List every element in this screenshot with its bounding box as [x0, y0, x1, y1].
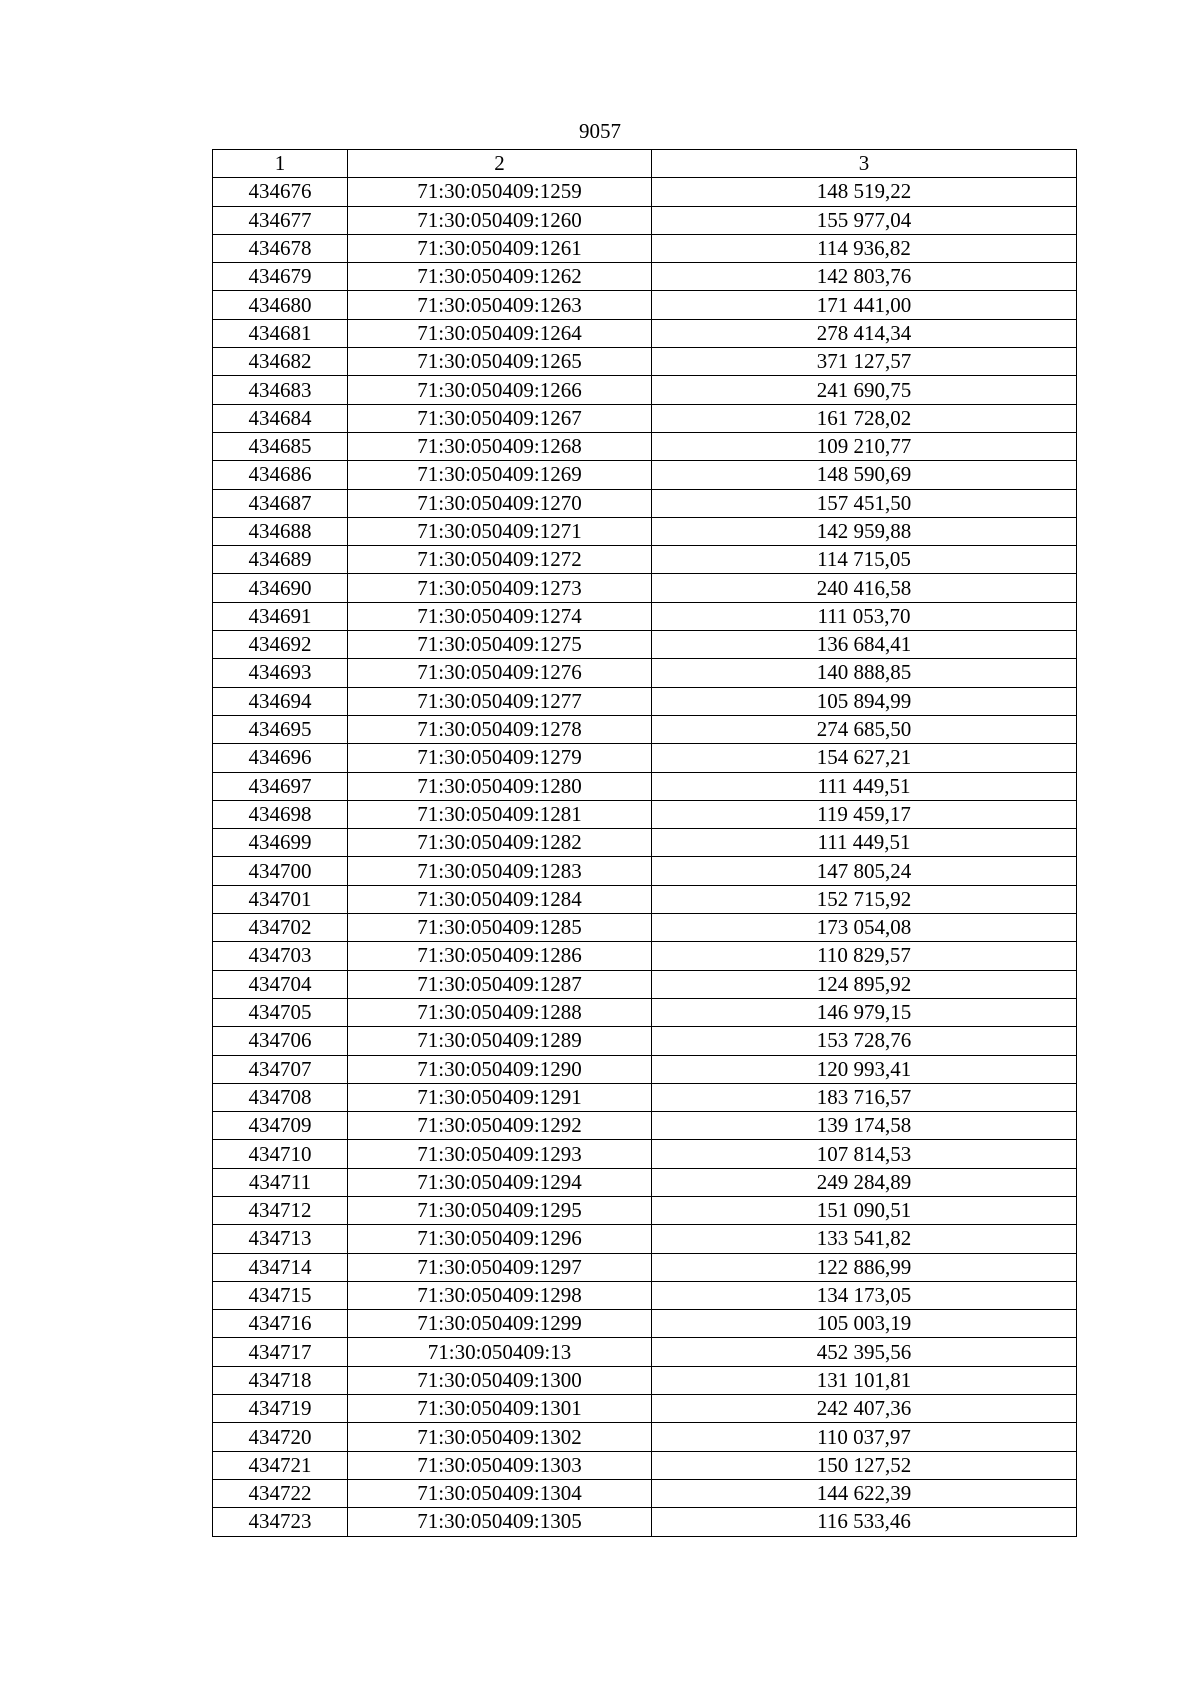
value-cell: 111 053,70 [652, 602, 1077, 630]
table-row [213, 715, 1077, 743]
table-row [213, 1310, 1077, 1338]
value-cell: 150 127,52 [652, 1451, 1077, 1479]
cadastral-number-cell: 71:30:050409:1291 [348, 1083, 652, 1111]
value-cell: 241 690,75 [652, 376, 1077, 404]
table-row [213, 772, 1077, 800]
table-row [213, 1112, 1077, 1140]
cadastral-number-cell: 71:30:050409:1293 [348, 1140, 652, 1168]
table-row [213, 829, 1077, 857]
value-cell: 134 173,05 [652, 1281, 1077, 1309]
value-cell: 148 590,69 [652, 461, 1077, 489]
value-cell: 148 519,22 [652, 178, 1077, 206]
cadastral-number-cell: 71:30:050409:1261 [348, 234, 652, 262]
cadastral-number-cell: 71:30:050409:1284 [348, 885, 652, 913]
table-row [213, 1196, 1077, 1224]
row-number-cell: 434699 [213, 829, 348, 857]
row-number-cell: 434701 [213, 885, 348, 913]
value-cell: 110 829,57 [652, 942, 1077, 970]
row-number-cell: 434709 [213, 1112, 348, 1140]
row-number-cell: 434716 [213, 1310, 348, 1338]
row-number-cell: 434718 [213, 1366, 348, 1394]
table-row [213, 998, 1077, 1026]
table-row [213, 800, 1077, 828]
value-cell: 124 895,92 [652, 970, 1077, 998]
cadastral-number-cell: 71:30:050409:1288 [348, 998, 652, 1026]
row-number-cell: 434684 [213, 404, 348, 432]
cadastral-number-cell: 71:30:050409:1301 [348, 1395, 652, 1423]
table-row [213, 970, 1077, 998]
table-row [213, 1395, 1077, 1423]
table-row [213, 1338, 1077, 1366]
cadastral-number-cell: 71:30:050409:1294 [348, 1168, 652, 1196]
table-row [213, 914, 1077, 942]
table-row [213, 1055, 1077, 1083]
cadastral-number-cell: 71:30:050409:1300 [348, 1366, 652, 1394]
value-cell: 154 627,21 [652, 744, 1077, 772]
value-cell: 114 715,05 [652, 546, 1077, 574]
value-cell: 107 814,53 [652, 1140, 1077, 1168]
table-row [213, 574, 1077, 602]
cadastral-number-cell: 71:30:050409:1276 [348, 659, 652, 687]
value-cell: 153 728,76 [652, 1027, 1077, 1055]
cadastral-number-cell: 71:30:050409:1262 [348, 263, 652, 291]
cadastral-number-cell: 71:30:050409:1275 [348, 631, 652, 659]
row-number-cell: 434682 [213, 348, 348, 376]
value-cell: 240 416,58 [652, 574, 1077, 602]
cadastral-number-cell: 71:30:050409:1259 [348, 178, 652, 206]
table-row [213, 348, 1077, 376]
value-cell: 105 894,99 [652, 687, 1077, 715]
row-number-cell: 434690 [213, 574, 348, 602]
value-cell: 120 993,41 [652, 1055, 1077, 1083]
cadastral-number-cell: 71:30:050409:1266 [348, 376, 652, 404]
value-cell: 274 685,50 [652, 715, 1077, 743]
page-number: 9057 [579, 119, 621, 143]
row-number-cell: 434694 [213, 687, 348, 715]
table-row [213, 1281, 1077, 1309]
table-row [213, 489, 1077, 517]
cadastral-number-cell: 71:30:050409:1298 [348, 1281, 652, 1309]
value-cell: 157 451,50 [652, 489, 1077, 517]
cadastral-number-cell: 71:30:050409:1289 [348, 1027, 652, 1055]
table-row [213, 432, 1077, 460]
table-row [213, 659, 1077, 687]
value-cell: 161 728,02 [652, 404, 1077, 432]
cadastral-number-cell: 71:30:050409:1304 [348, 1479, 652, 1507]
table-row [213, 1366, 1077, 1394]
cadastral-number-cell: 71:30:050409:1281 [348, 800, 652, 828]
value-cell: 151 090,51 [652, 1196, 1077, 1224]
value-cell: 110 037,97 [652, 1423, 1077, 1451]
table-row [213, 404, 1077, 432]
table-row [213, 178, 1077, 206]
row-number-cell: 434676 [213, 178, 348, 206]
value-cell: 139 174,58 [652, 1112, 1077, 1140]
cadastral-number-cell: 71:30:050409:1292 [348, 1112, 652, 1140]
table-row [213, 263, 1077, 291]
cadastral-number-cell: 71:30:050409:1297 [348, 1253, 652, 1281]
row-number-cell: 434715 [213, 1281, 348, 1309]
cadastral-number-cell: 71:30:050409:1265 [348, 348, 652, 376]
value-cell: 183 716,57 [652, 1083, 1077, 1111]
cadastral-number-cell: 71:30:050409:1260 [348, 206, 652, 234]
cadastral-number-cell: 71:30:050409:1287 [348, 970, 652, 998]
value-cell: 152 715,92 [652, 885, 1077, 913]
cadastral-number-cell: 71:30:050409:1286 [348, 942, 652, 970]
value-cell: 371 127,57 [652, 348, 1077, 376]
row-number-cell: 434683 [213, 376, 348, 404]
cadastral-number-cell: 71:30:050409:1299 [348, 1310, 652, 1338]
table-row [213, 546, 1077, 574]
row-number-cell: 434677 [213, 206, 348, 234]
cadastral-number-cell: 71:30:050409:1269 [348, 461, 652, 489]
value-cell: 249 284,89 [652, 1168, 1077, 1196]
column-header: 3 [652, 150, 1077, 178]
value-cell: 119 459,17 [652, 800, 1077, 828]
value-cell: 171 441,00 [652, 291, 1077, 319]
table-row [213, 857, 1077, 885]
cadastral-number-cell: 71:30:050409:1305 [348, 1508, 652, 1536]
value-cell: 136 684,41 [652, 631, 1077, 659]
table-row [213, 461, 1077, 489]
value-cell: 278 414,34 [652, 319, 1077, 347]
value-cell: 109 210,77 [652, 432, 1077, 460]
table-row [213, 885, 1077, 913]
row-number-cell: 434693 [213, 659, 348, 687]
cadastral-number-cell: 71:30:050409:1282 [348, 829, 652, 857]
table-row [213, 376, 1077, 404]
data-table [212, 149, 1077, 1537]
row-number-cell: 434698 [213, 800, 348, 828]
row-number-cell: 434722 [213, 1479, 348, 1507]
row-number-cell: 434706 [213, 1027, 348, 1055]
value-cell: 147 805,24 [652, 857, 1077, 885]
value-cell: 111 449,51 [652, 829, 1077, 857]
table-row [213, 1451, 1077, 1479]
value-cell: 114 936,82 [652, 234, 1077, 262]
row-number-cell: 434679 [213, 263, 348, 291]
table-row [213, 1225, 1077, 1253]
row-number-cell: 434714 [213, 1253, 348, 1281]
table-row [213, 319, 1077, 347]
cadastral-number-cell: 71:30:050409:1267 [348, 404, 652, 432]
row-number-cell: 434720 [213, 1423, 348, 1451]
value-cell: 142 959,88 [652, 517, 1077, 545]
value-cell: 242 407,36 [652, 1395, 1077, 1423]
row-number-cell: 434685 [213, 432, 348, 460]
row-number-cell: 434705 [213, 998, 348, 1026]
cadastral-number-cell: 71:30:050409:1263 [348, 291, 652, 319]
value-cell: 116 533,46 [652, 1508, 1077, 1536]
row-number-cell: 434689 [213, 546, 348, 574]
table-body [213, 150, 1077, 1537]
table-row [213, 206, 1077, 234]
table-row [213, 1508, 1077, 1536]
row-number-cell: 434710 [213, 1140, 348, 1168]
row-number-cell: 434697 [213, 772, 348, 800]
cadastral-number-cell: 71:30:050409:1274 [348, 602, 652, 630]
row-number-cell: 434700 [213, 857, 348, 885]
value-cell: 105 003,19 [652, 1310, 1077, 1338]
row-number-cell: 434686 [213, 461, 348, 489]
row-number-cell: 434721 [213, 1451, 348, 1479]
column-header: 1 [213, 150, 348, 178]
value-cell: 122 886,99 [652, 1253, 1077, 1281]
row-number-cell: 434713 [213, 1225, 348, 1253]
row-number-cell: 434687 [213, 489, 348, 517]
row-number-cell: 434688 [213, 517, 348, 545]
cadastral-number-cell: 71:30:050409:13 [348, 1338, 652, 1366]
cadastral-number-cell: 71:30:050409:1270 [348, 489, 652, 517]
table-row [213, 687, 1077, 715]
row-number-cell: 434704 [213, 970, 348, 998]
value-cell: 155 977,04 [652, 206, 1077, 234]
row-number-cell: 434712 [213, 1196, 348, 1224]
table-row [213, 1479, 1077, 1507]
cadastral-number-cell: 71:30:050409:1302 [348, 1423, 652, 1451]
row-number-cell: 434702 [213, 914, 348, 942]
table-header-row [213, 150, 1077, 178]
row-number-cell: 434723 [213, 1508, 348, 1536]
value-cell: 111 449,51 [652, 772, 1077, 800]
table-row [213, 1140, 1077, 1168]
cadastral-number-cell: 71:30:050409:1285 [348, 914, 652, 942]
row-number-cell: 434708 [213, 1083, 348, 1111]
cadastral-number-cell: 71:30:050409:1290 [348, 1055, 652, 1083]
value-cell: 452 395,56 [652, 1338, 1077, 1366]
table-row [213, 602, 1077, 630]
row-number-cell: 434711 [213, 1168, 348, 1196]
table-row [213, 234, 1077, 262]
table-row [213, 631, 1077, 659]
row-number-cell: 434692 [213, 631, 348, 659]
cadastral-number-cell: 71:30:050409:1283 [348, 857, 652, 885]
row-number-cell: 434695 [213, 715, 348, 743]
table-row [213, 1253, 1077, 1281]
value-cell: 140 888,85 [652, 659, 1077, 687]
row-number-cell: 434717 [213, 1338, 348, 1366]
row-number-cell: 434680 [213, 291, 348, 319]
value-cell: 173 054,08 [652, 914, 1077, 942]
value-cell: 133 541,82 [652, 1225, 1077, 1253]
row-number-cell: 434678 [213, 234, 348, 262]
cadastral-number-cell: 71:30:050409:1264 [348, 319, 652, 347]
table-row [213, 291, 1077, 319]
table-row [213, 1168, 1077, 1196]
value-cell: 144 622,39 [652, 1479, 1077, 1507]
cadastral-number-cell: 71:30:050409:1280 [348, 772, 652, 800]
cadastral-number-cell: 71:30:050409:1271 [348, 517, 652, 545]
cadastral-number-cell: 71:30:050409:1273 [348, 574, 652, 602]
row-number-cell: 434681 [213, 319, 348, 347]
cadastral-number-cell: 71:30:050409:1278 [348, 715, 652, 743]
cadastral-number-cell: 71:30:050409:1277 [348, 687, 652, 715]
table-row [213, 1027, 1077, 1055]
value-cell: 142 803,76 [652, 263, 1077, 291]
column-header: 2 [348, 150, 652, 178]
table-row [213, 744, 1077, 772]
row-number-cell: 434691 [213, 602, 348, 630]
table-row [213, 1083, 1077, 1111]
row-number-cell: 434719 [213, 1395, 348, 1423]
cadastral-number-cell: 71:30:050409:1303 [348, 1451, 652, 1479]
table-row [213, 1423, 1077, 1451]
table-row [213, 517, 1077, 545]
cadastral-number-cell: 71:30:050409:1296 [348, 1225, 652, 1253]
cadastral-number-cell: 71:30:050409:1295 [348, 1196, 652, 1224]
cadastral-number-cell: 71:30:050409:1272 [348, 546, 652, 574]
table-row [213, 942, 1077, 970]
row-number-cell: 434707 [213, 1055, 348, 1083]
value-cell: 146 979,15 [652, 998, 1077, 1026]
cadastral-number-cell: 71:30:050409:1279 [348, 744, 652, 772]
row-number-cell: 434696 [213, 744, 348, 772]
row-number-cell: 434703 [213, 942, 348, 970]
cadastral-number-cell: 71:30:050409:1268 [348, 432, 652, 460]
value-cell: 131 101,81 [652, 1366, 1077, 1394]
